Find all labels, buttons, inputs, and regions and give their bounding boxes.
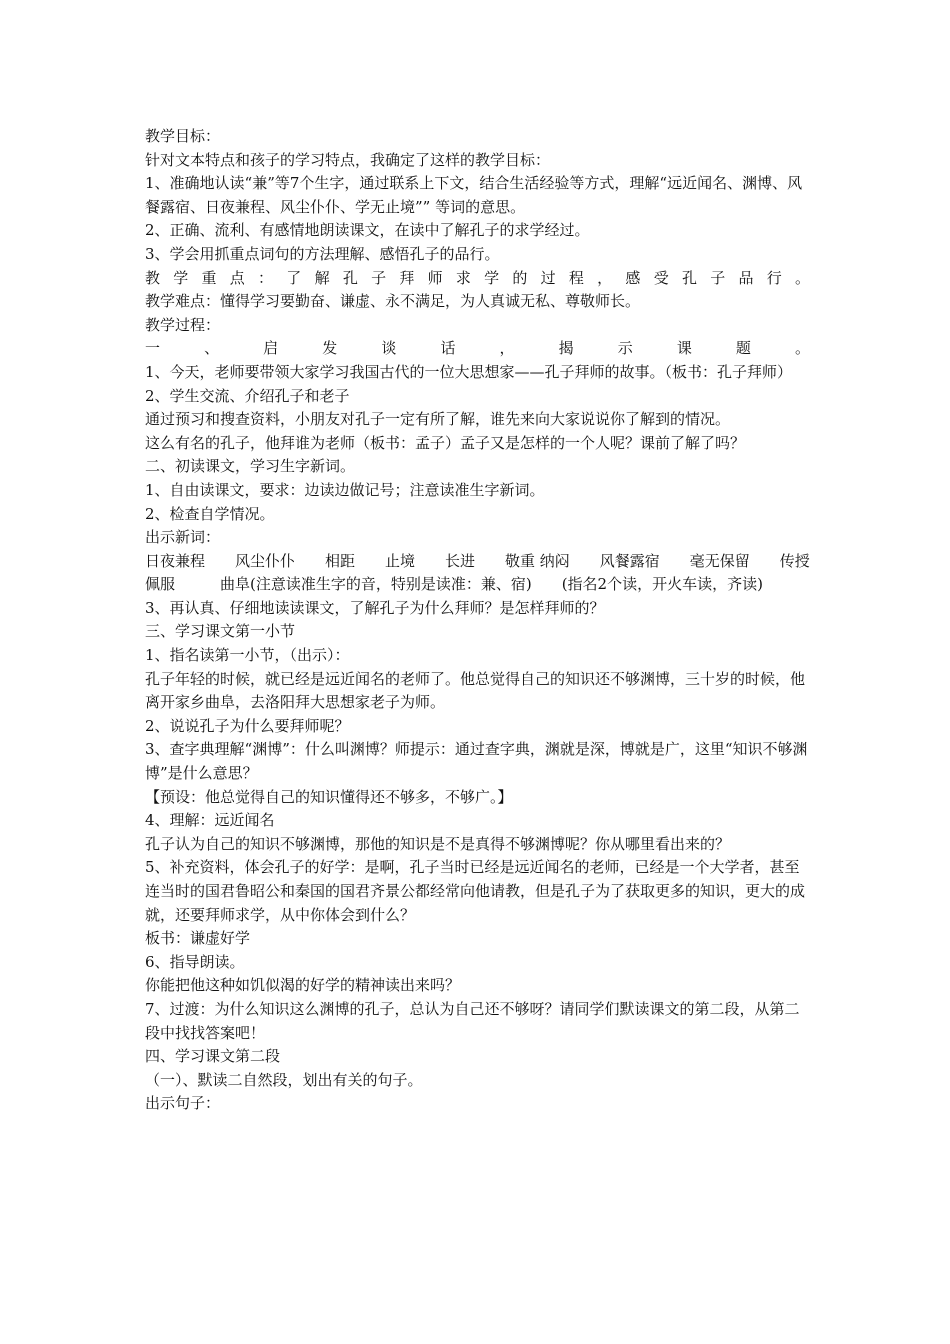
list-item: 1、自由读课文，要求：边读边做记号；注意读准生字新词。 [145,480,545,499]
list-item: 2、检查自学情况。 [145,504,275,523]
list-item: 2、学生交流、介绍孔子和老子 [145,386,350,405]
board-note: 板书：谦虚好学 [145,929,251,948]
section-heading: 三、学习课文第一小节 [145,622,296,641]
difficult-points: 教学难点：懂得学习要勤奋、谦虚、永不满足，为人真诚无私、尊敬师长。 [145,292,641,311]
paragraph: 出示句子： [145,1094,221,1113]
list-item: 2、说说孔子为什么要拜师呢？ [145,716,350,735]
list-item: 2、正确、流利、有感情地朗读课文，在读中了解孔子的求学经过。 [145,221,590,240]
list-item: 6、指导朗读。 [145,952,245,971]
list-item: 7、过渡：为什么知识这么渊博的孔子，总认为自己还不够呀？请同学们默读课文的第二段，从第二段中找找答案吧！ [145,999,800,1042]
list-item: 3、再认真、仔细地读读课文，了解孔子为什么拜师？是怎样拜师的？ [145,598,605,617]
document-body [145,125,840,1116]
quoted-passage: 孔子年轻的时候，就已经是远近闻名的老师了。他总觉得自己的知识还不够渊博，三十岁的时候，他离开家乡曲阜，去洛阳拜大思想家老子为师。 [145,669,806,712]
section-heading: 四、学习课文第二段 [145,1047,281,1066]
section-heading: 一 、 启 发 谈 话 ， 揭 示 课 题 。 [145,339,810,358]
section-heading-objectives: 教学目标： [145,127,221,145]
paragraph: 出示新词： [145,528,221,547]
list-item: 4、理解：远近闻名 [145,811,275,830]
paragraph: 你能把他这种如饥似渴的好学的精神读出来吗？ [145,976,461,995]
list-item: 3、学会用抓重点词句的方法理解、感悟孔子的品行。 [145,244,500,263]
preset-answer: 【预设：他总觉得自己的知识懂得还不够多，不够广。】 [145,787,513,806]
key-points: 教 学 重 点 ： 了 解 孔 子 拜 师 求 学 的 过 程 ， 感 受 孔 子 品 行 。 [145,268,810,287]
paragraph: 通过预习和搜查资料，小朋友对孔子一定有所了解，谁先来向大家说说你了解到的情况。 [145,410,731,429]
paragraph: （一）、默读二自然段，划出有关的句子。 [145,1070,423,1089]
paragraph: 这么有名的孔子，他拜谁为老师（板书：孟子）孟子又是怎样的一个人呢？课前了解了吗？ [145,433,746,452]
section-heading-process: 教学过程： [145,315,221,334]
list-item: 5、补充资料，体会孔子的好学：是啊，孔子当时已经是远近闻名的老师，已经是一个大学者，甚至连当时的国君鲁昭公和秦国的国君齐景公都经常向他请教，但是孔子为了获取更多的知识，更大的成就，还要拜师求学，从中你体会到什么？ [145,858,806,924]
list-item: 3、查字典理解“渊博”：什么叫渊博？师提示：通过查字典，渊就是深，博就是广，这里“知识不够渊博”是什么意思？ [145,740,808,783]
new-words: 日夜兼程 风尘仆仆 相距 止境 长进 敬重 纳闷 风餐露宿 毫无保留 传授 佩服 曲阜(注意读准生字的音，特别是读准：兼、宿) (指名2个读，开火车读，齐读) [145,551,840,594]
paragraph: 孔子认为自己的知识不够渊博，那他的知识是不是真得不够渊博呢？你从哪里看出来的？ [145,834,731,853]
section-heading: 二、初读课文，学习生字新词。 [145,457,356,476]
paragraph: 针对文本特点和孩子的学习特点，我确定了这样的教学目标： [145,150,551,169]
list-item: 1、准确地认读“兼”等7个生字，通过联系上下文，结合生活经验等方式，理解“远近闻名、渊博、风餐露宿、日夜兼程、风尘仆仆、学无止境”” 等词的意思。 [145,174,803,216]
list-item: 1、今天，老师要带领大家学习我国古代的一位大思想家——孔子拜师的故事。（板书：孔子拜师） [145,362,793,381]
list-item: 1、指名读第一小节，（出示）： [145,646,350,665]
